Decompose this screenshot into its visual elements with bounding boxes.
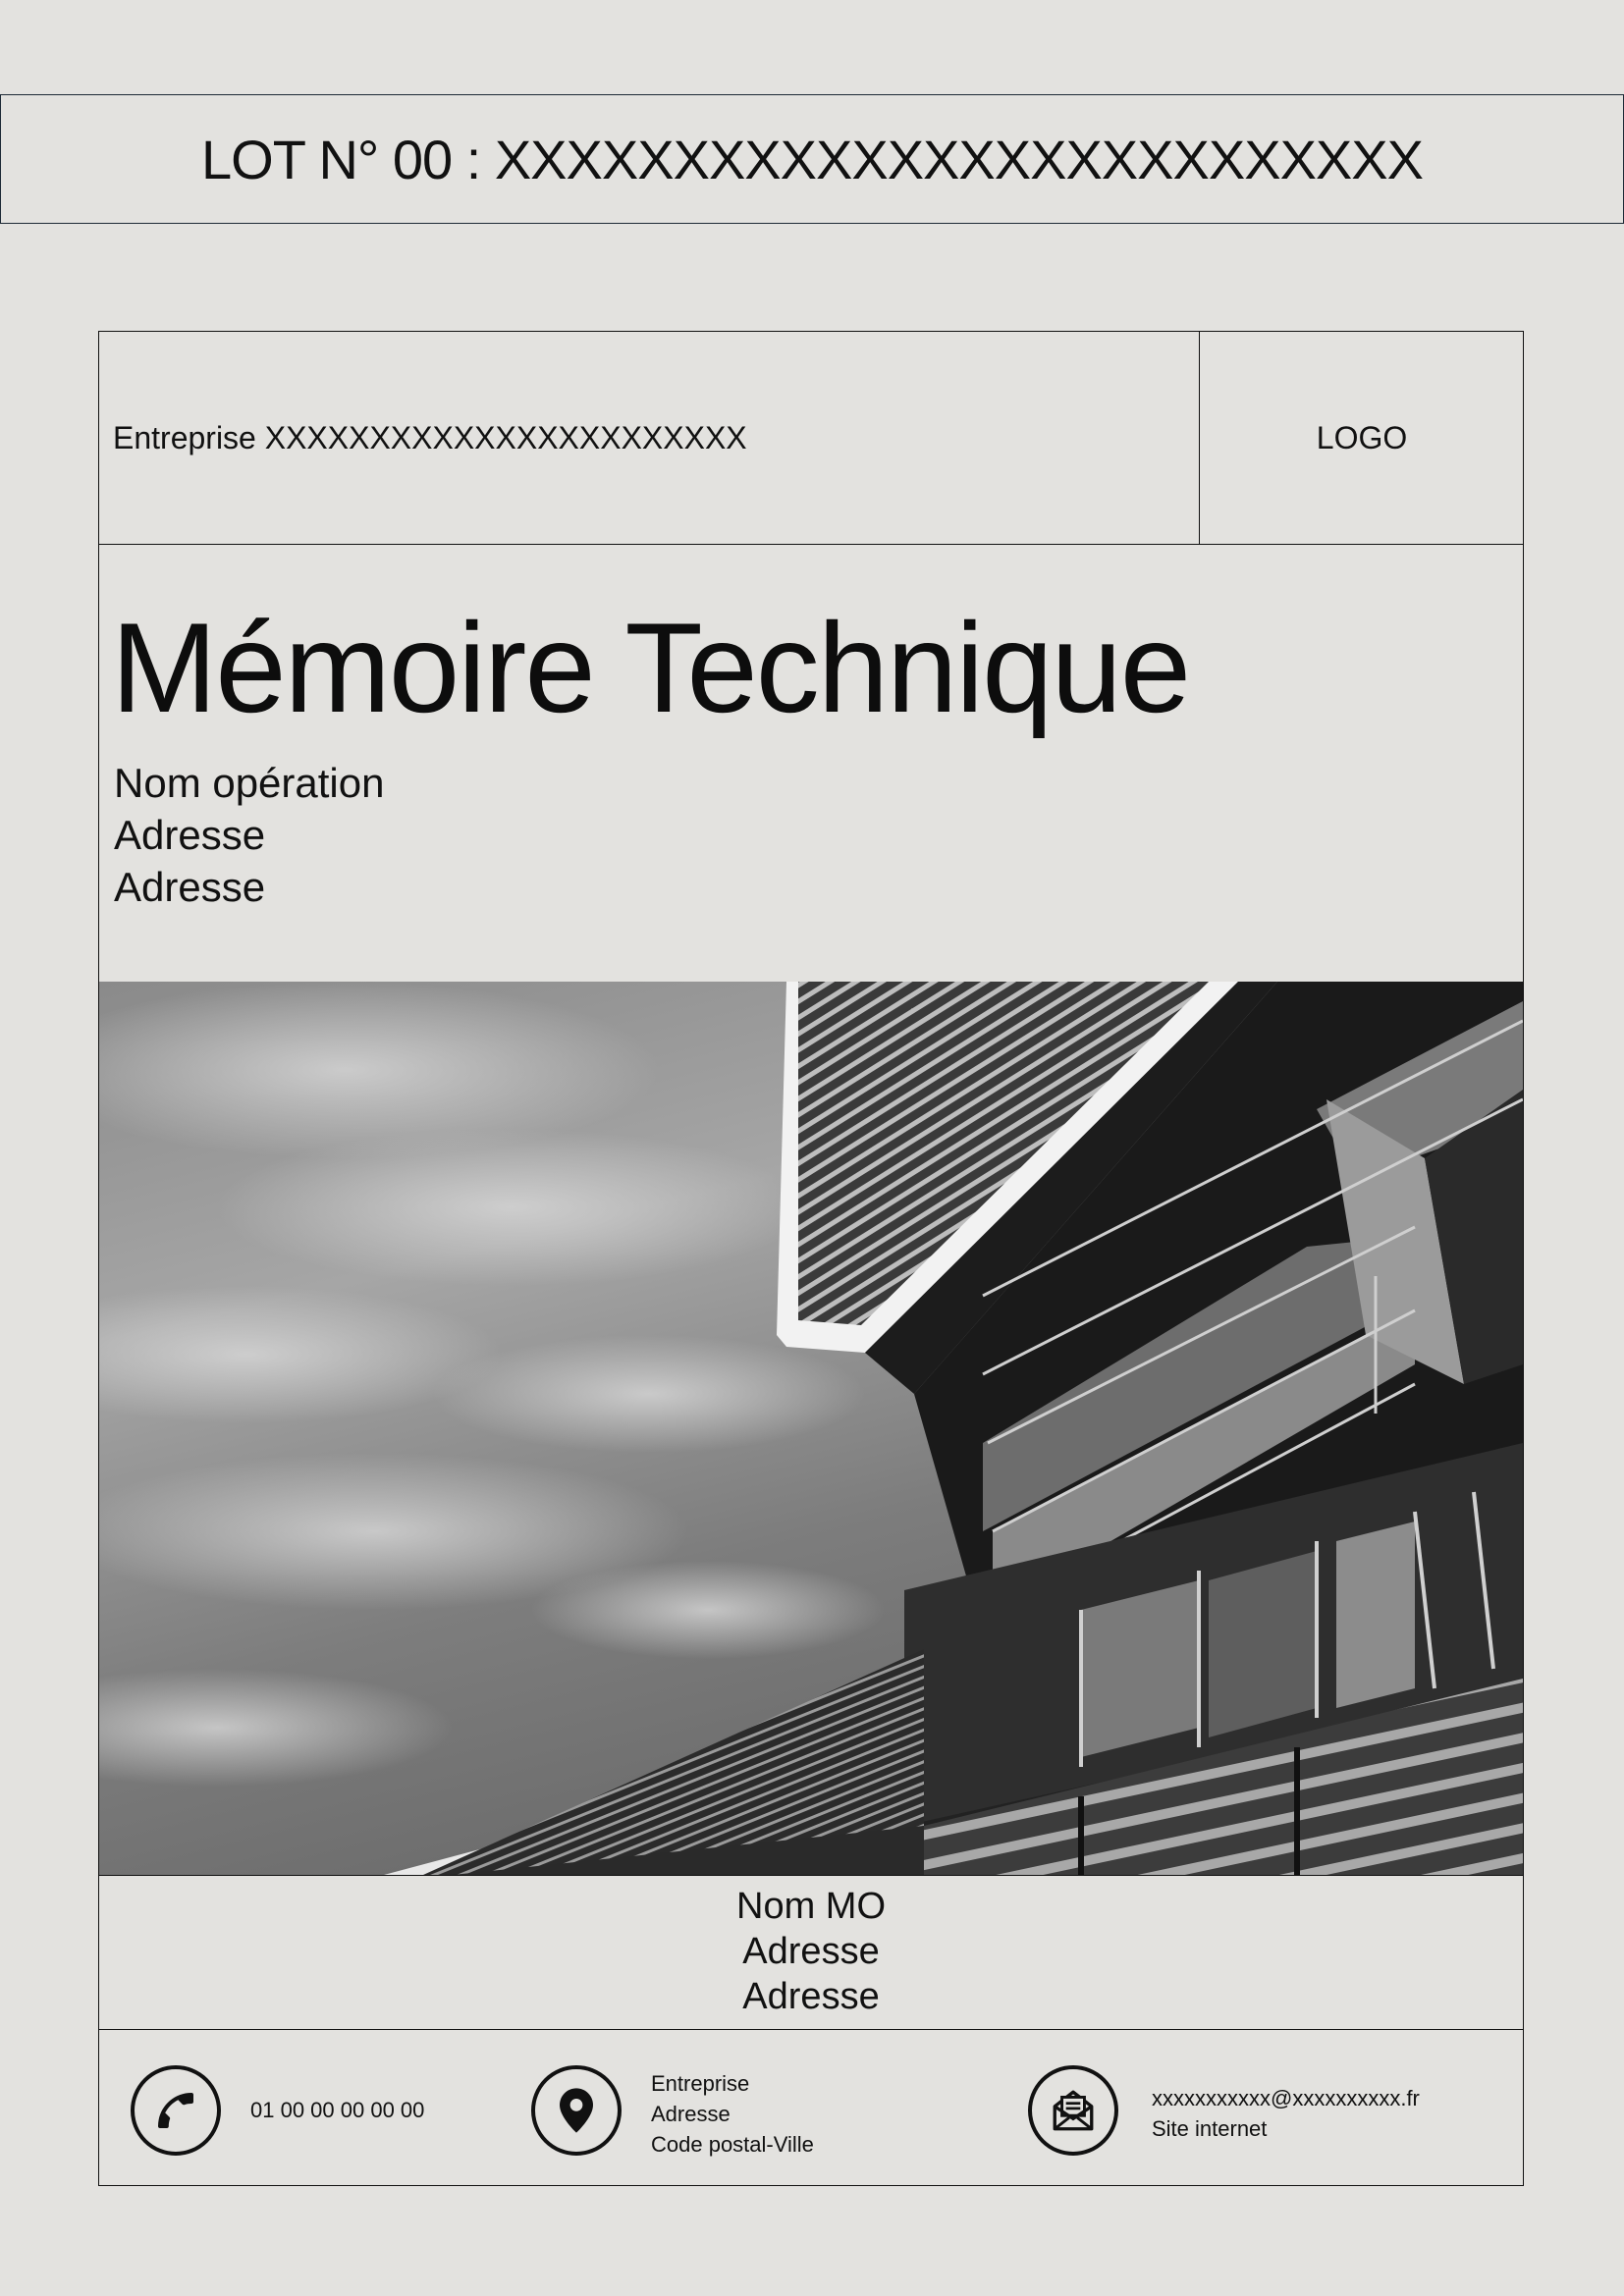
contact-footer <box>99 2031 1523 2185</box>
footer-website[interactable]: Site internet <box>1152 2116 1268 2141</box>
company-header <box>99 332 1523 545</box>
client-name: Nom MO <box>736 1886 886 1927</box>
lot-banner <box>0 94 1624 224</box>
email-website <box>1152 2083 1420 2144</box>
lot-title: LOT N° 00 : XXXXXXXXXXXXXXXXXXXXXXXXXX <box>201 128 1423 190</box>
footer-address: Adresse <box>651 2102 731 2126</box>
operation-address-1: Adresse <box>114 812 266 858</box>
map-pin-icon <box>531 2065 622 2156</box>
envelope-icon <box>1028 2065 1118 2156</box>
logo-label: LOGO <box>1316 419 1408 455</box>
client-address-2: Adresse <box>742 1976 880 2017</box>
cover-card <box>98 331 1524 2186</box>
title-section <box>99 545 1523 981</box>
footer-company: Entreprise <box>651 2071 750 2096</box>
building-photo <box>99 982 1523 1876</box>
phone-number: 01 00 00 00 00 00 <box>250 2098 425 2122</box>
client-info <box>99 1876 1523 2030</box>
footer-email[interactable]: xxxxxxxxxxx@xxxxxxxxxx.fr <box>1152 2086 1420 2110</box>
company-name: Entreprise XXXXXXXXXXXXXXXXXXXXXXX <box>113 420 747 455</box>
phone-icon <box>131 2065 221 2156</box>
logo-placeholder <box>1199 332 1524 544</box>
operation-address-2: Adresse <box>114 864 266 910</box>
company-address <box>651 2068 814 2160</box>
operation-name: Nom opération <box>114 760 385 806</box>
footer-postal-city: Code postal-Ville <box>651 2132 814 2157</box>
operation-info <box>114 757 384 913</box>
document-title: Mémoire Technique <box>111 596 1190 739</box>
client-address-1: Adresse <box>742 1931 880 1972</box>
